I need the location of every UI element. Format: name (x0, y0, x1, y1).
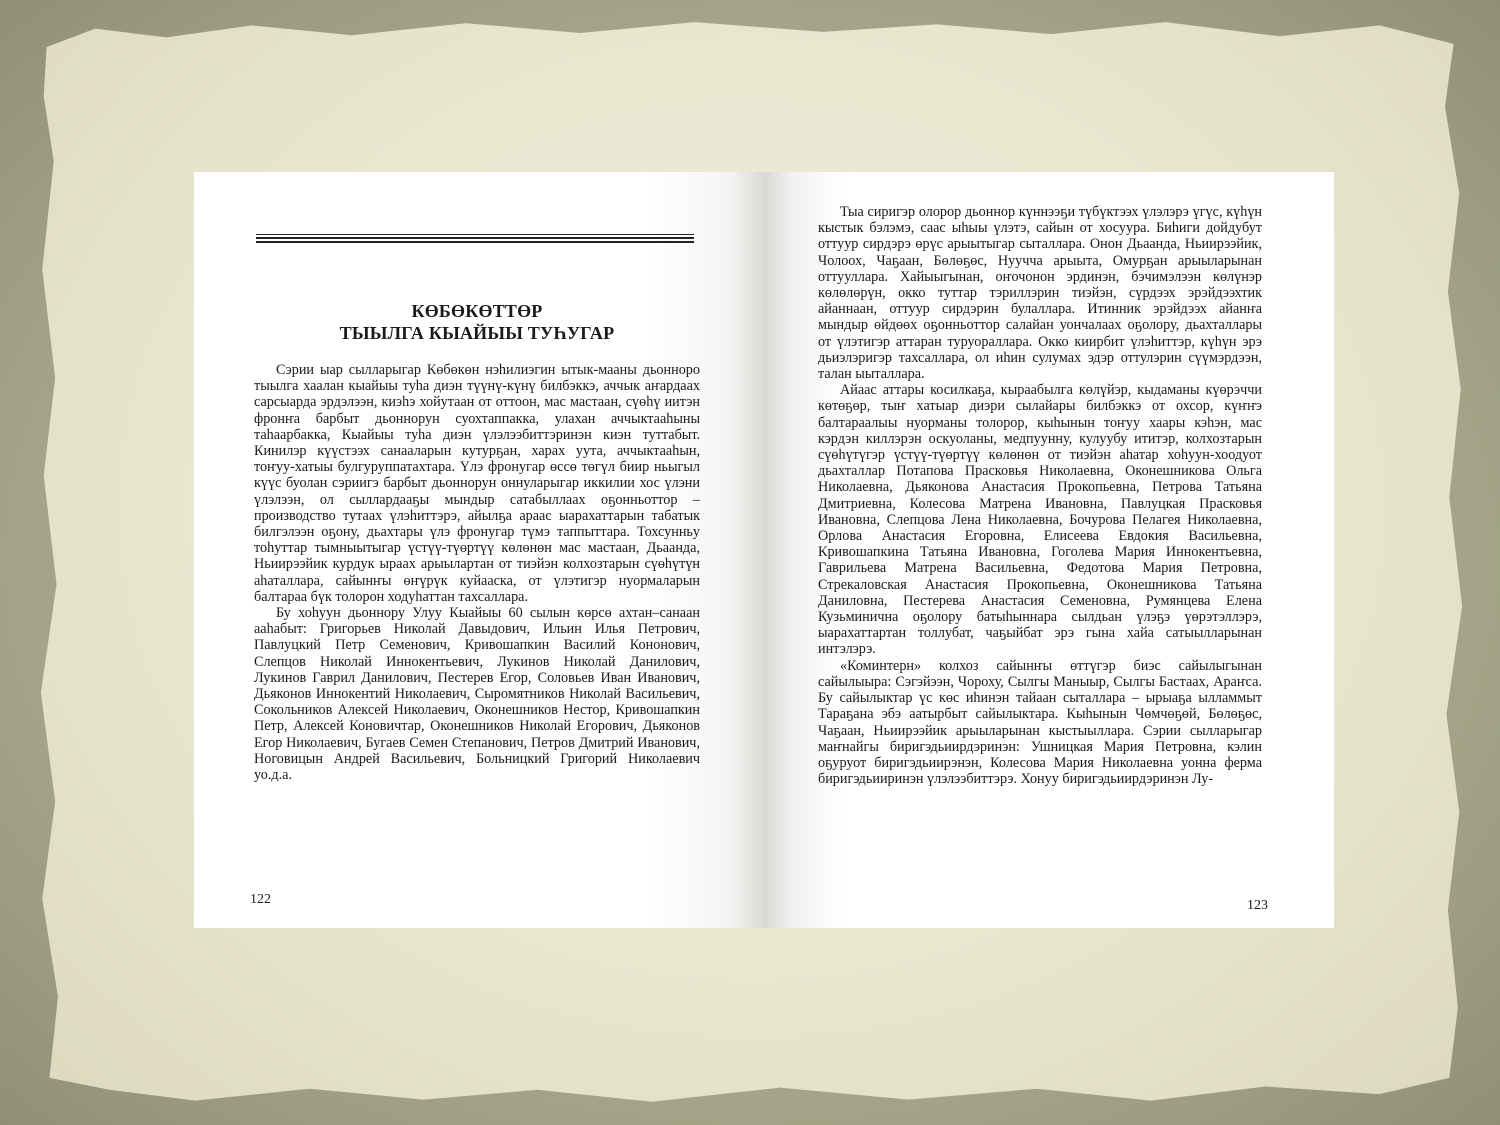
right-page-text (818, 204, 1262, 787)
left-page-text (254, 362, 700, 783)
paragraph: Бу хоһуун дьоннору Улуу Кыайыы 60 сылын көрсө ахтан–санаан ааһабыт: Григорьев Николай Давыдович, Ильин Илья Петрович, Павлуцкий Петр Семенович, Кривошапкин Василий Кононович, Слепцов Николай Иннокентьевич, Лукинов Николай Данилович, Лукинов Гаврил Данилович, Пестерев Егор, Соловьев Иван Иванович, Дьяконов Иннокентий Николаевич, Сыромятников Николай Васильевич, Сокольников Алексей Николаевич, Оконешников Нестор, Кривошапкин Петр, Алексей Коновичтар, Оконешников Николай Егорович, Дьяконов Егор Николаевич, Бугаев Семен Степанович, Петров Дмитрий Иванович, Ноговицын Андрей Васильевич, Больницкий Григорий Николаевич уо.д.а. (254, 605, 700, 784)
header-rules (256, 234, 694, 245)
page-number-left: 122 (250, 892, 271, 907)
chapter-title (254, 300, 700, 344)
book-spread-scan (194, 172, 1334, 928)
left-page (194, 172, 764, 928)
paragraph: «Коминтерн» колхоз сайынҥы өттүгэр биэс сайылыгынан сайылыыра: Сэгэйээн, Чороху, Сылгы Маныыр, Сылгы Бастаах, Араҥса. Бу сайылыктар үс көс иһинэн тайаан сыталлара – ырыаҕа ылламмыт Тараҕана эбэ аатырбыт сайылыктара. Кыһынын Чөмчөҕөй, Бөлөҕөс, Чаҕаан, Ньиирээйик арыыларынан кыстыыллара. Сэрии сылларыгар маҥнайгы биригэдьиирдэринэн: Ушницкая Мария Петровна, кэлин оҕуруот биригэдьиирэнэн, Колесова Мария Николаевна уонна ферма биригэдьииринэн үлэлээбиттэрэ. Хонуу биригэдьиирдэринэн Лу- (818, 657, 1262, 788)
chapter-title-line2: ТЫЫЛГА КЫАЙЫЫ ТУҺУГАР (339, 323, 615, 343)
right-page (764, 172, 1334, 928)
paragraph: Айаас аттары косилкаҕа, кыраабылга көлүйэр, кыдаманы күөрэччи көтөҕөр, тыҥ хатыар диэри сылайары билбэккэ от охсор, күҥҥэ балтараалыы нуорманы толорор, кыһынын тоҥуу хаары кэһэн, мас кэрдэн киллэрэн оскуоланы, медпуунну, кулуубу ититэр, колхозтарын сүөһүтүгэр үстүү-түөртүү көлөнөн от тиэйэн аһатар хоһуун-хоодуот дьахталлар Потапова Прасковья Николаевна, Оконешникова Ольга Николаевна, Дьяконова Анастасия Прокопьевна, Петрова Татьяна Дмитриевна, Колесова Матрена Ивановна, Павлуцкая Прасковья Ивановна, Слепцова Лена Николаевна, Бочурова Пелагея Николаевна, Орлова Анастасия Егоровна, Елисеева Евдокия Васильевна, Кривошапкина Татьяна Ивановна, Гоголева Мария Иннокентьевна, Гаврильева Матрена Васильевна, Федотова Мария Петровна, Стрекаловская Анастасия Прокопьевна, Оконешникова Татьяна Даниловна, Пестерева Анастасия Семеновна, Румянцева Елена Кузьминична оҕолору батыһыннара сылдьан үлэҕэ үөрэтэллэрэ, ыарахаттартан толлубат, чаҕыйбат эрэ гына хайа сатыылларынан интэлэрэ. (818, 382, 1262, 658)
paragraph: Тыа сиригэр олорор дьоннор күннээҕи түбүктээх үлэлэрэ үгүс, күһүн кыстык бэлэмэ, саас ыһыы үлэтэ, сайын от хосуура. Биһиги дойдубут оттуур сирдэрэ өрүс арыытыгар сыталлара. Онон Дьаанда, Ньиирээйик, Чолоох, Чаҕаан, Бөлөҕөс, Нуучча арыыта, Омурҕан арыыларынан оттууллара. Хайыыгынан, оҥочонон эрдинэн, бэчимэлээн көлүнэр көлөлөрүн, окко туттар тэриллэрин тиэйэн, сүрдээх эрэйдээхтик айаннаан, оттуур сирдэрин булаллара. Итинник эрэйдээх айанҥа мындыр өйдөөх оҕонньоттор салайан уончалаах оҕолору, дьахталлары от үлэтигэр аттаран туруораллара. Окко киирбит үлэһиттэр, күһүн эрэ дьиэлэригэр тахсаллара, ол иһин сулумах эдэр оттулэрин сүүмэрдээн, талан ыыталлара. (818, 204, 1262, 383)
page-number-right: 123 (1247, 898, 1268, 913)
chapter-title-line1: КӨБӨКӨТТӨР (411, 301, 543, 321)
paragraph: Сэрии ыар сылларыгар Көбөкөн нэһилиэгин ытык-мааны дьонноро тыылга хаалан кыайыы туһа диэн түүнү-күнү билбэккэ, аччык аҥардаах сарсыарда эрдэлээн, киэһэ хойутаан от оттоон, мас мастаан, сүөһү иитэн фронҥа барбыт дьоннорун суохтаппакка, улахан аччыктааһыны таһаарбакка, Кыайыы туһа диэн үлэлээбиттэринэн киэн туттабыт. Кинилэр күүстээх санааларын кутурҕан, харах уута, аччыктааһын, тоҥуу-хатыы булгуруппатахтара. Үлэ фронугар өссө төгүл биир ньыгыл күүс буолан сэриигэ барбыт дьоннорун оннуларыгар иккилии хос үлэни үлэлээн, ол сыллардааҕы мындыр сатабыллаах оҕонньоттор – производство тутаах үлэһиттэрэ, айылҕа араас ыарахаттарын табатык билгэлээн оҕону, дьахтары үлэ фронугар түмэ таппыттара. Тохсунньу тоһуттар тымныытыгар үстүү-түөртүү көлөнөн мас мастаан, Дьаанда, Ньиирээйик курдук ыраах арыылартан от тиэйэн колхозтарын сүөһүтүн аһаталлара, сайынҥы өҥүрүк куйааска, от үлэтигэр нуормаларын балтараа бүк толорон ходуһаттан тахсаллара. (254, 362, 700, 605)
